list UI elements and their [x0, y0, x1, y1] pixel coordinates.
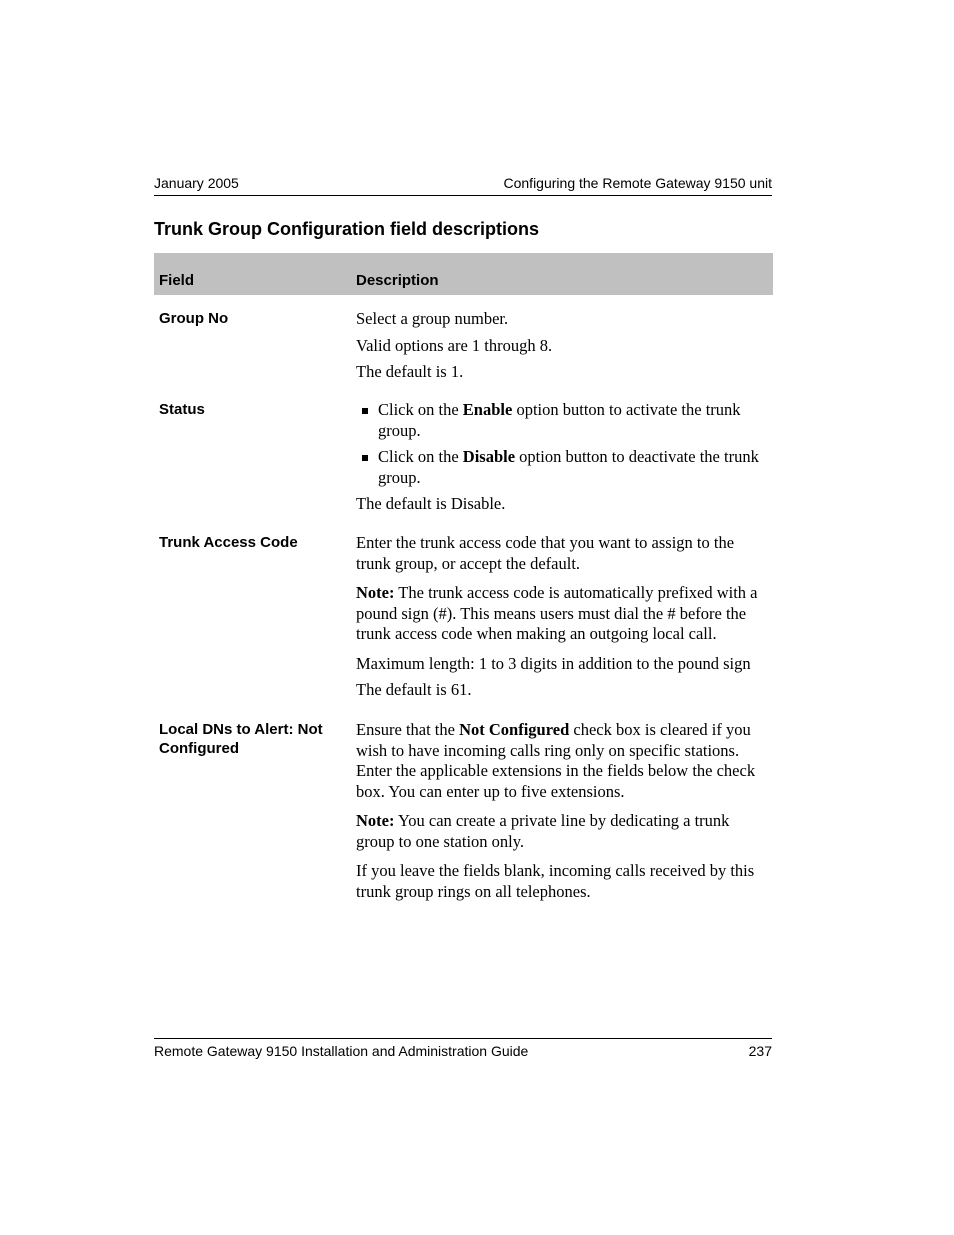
note-paragraph: Note: You can create a private line by dedicating a trunk group to one station only.	[356, 811, 730, 851]
default-value-text: The default is 61.	[356, 680, 472, 699]
description-line: Valid options are 1 through 8.	[356, 335, 553, 355]
column-header-field: Field	[159, 272, 195, 289]
header-date: January 2005	[154, 175, 239, 191]
note-paragraph: Note: The trunk access code is automatically prefixed with a pound sign (#). This means users must dial the # before the trunk access code when making an outgoing local call.	[356, 583, 758, 643]
running-header	[154, 175, 772, 196]
bullet-item: Click on the Disable option button to deactivate the trunk group.	[356, 447, 772, 488]
running-footer	[154, 1038, 772, 1061]
description-line: Select a group number.	[356, 309, 509, 328]
bullet-item: Click on the Enable option button to activate the trunk group.	[356, 400, 772, 441]
square-bullet-icon	[362, 455, 368, 461]
footer-guide-title: Remote Gateway 9150 Installation and Administration Guide	[154, 1043, 529, 1059]
field-description	[356, 720, 772, 902]
square-bullet-icon	[362, 408, 368, 414]
max-length-text: Maximum length: 1 to 3 digits in addition to the pound sign	[356, 653, 751, 673]
field-name: Status	[159, 401, 205, 418]
closing-text: If you leave the fields blank, incoming calls received by this trunk group rings on all telephones.	[356, 861, 755, 901]
field-description	[356, 533, 772, 701]
note-label: Note:	[356, 583, 395, 602]
header-chapter: Configuring the Remote Gateway 9150 unit	[503, 175, 772, 191]
table-header	[154, 253, 773, 295]
description-intro: Enter the trunk access code that you want to assign to the trunk group, or accept the default.	[356, 533, 735, 573]
default-value-text: The default is Disable.	[356, 494, 506, 513]
section-title: Trunk Group Configuration field descriptions	[154, 219, 540, 239]
description-line: The default is 1.	[356, 362, 464, 381]
page-number: 237	[748, 1043, 772, 1059]
column-header-description: Description	[356, 272, 439, 289]
field-name: Trunk Access Code	[159, 534, 298, 551]
note-label: Note:	[356, 811, 395, 830]
field-name: Local DNs to Alert: Not Configured	[159, 721, 323, 757]
field-description	[356, 309, 772, 383]
description-intro: Ensure that the Not Configured check box is cleared if you wish to have incoming calls ring only on specific stations. Enter the applicable extensions in the fields below the check box. You can enter up to five extensions.	[356, 720, 756, 801]
field-description	[356, 400, 772, 515]
field-name: Group No	[159, 310, 229, 327]
